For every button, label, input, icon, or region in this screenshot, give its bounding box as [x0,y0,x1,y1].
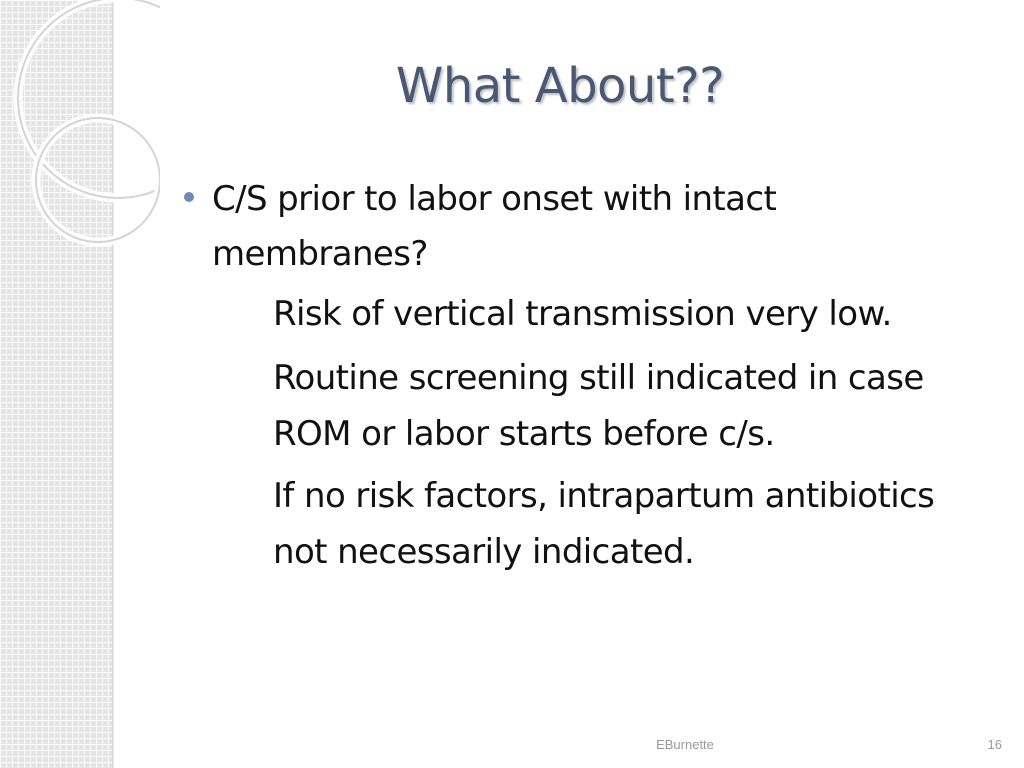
sub-item-risk: Risk of vertical transmission very low. [273,294,892,334]
sub-item-antibiotics: If no risk factors, intrapartum antibiotics not necessarily indicated. [273,476,935,572]
bullet-icon [184,192,194,202]
bullet-text: C/S prior to labor onset with intact membranes? [212,179,777,274]
page-number: 16 [987,737,1002,752]
footer-author: EBurnette [656,737,714,752]
decorative-rings [0,0,160,280]
slide-title: What About?? [395,58,725,114]
sub-item-screening: Routine screening still indicated in case ROM or labor starts before c/s. [273,358,924,454]
